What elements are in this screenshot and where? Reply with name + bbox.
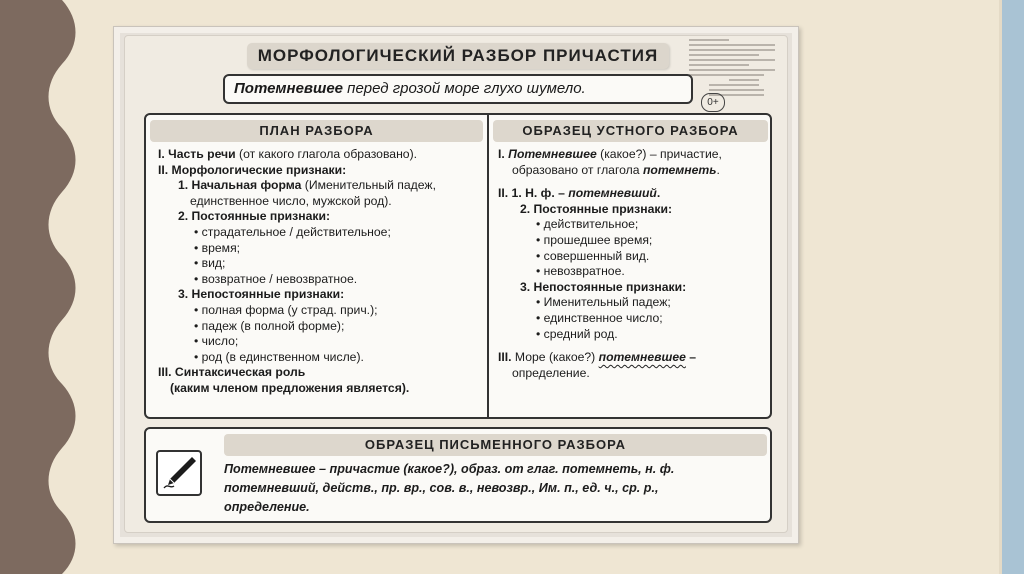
- plan-line: I. Часть речи (от какого глагола образовано).: [158, 147, 418, 161]
- oral-line: образовано от глагола потемнеть.: [512, 162, 720, 177]
- plan-line: 1. Начальная форма (Именительный падеж,: [178, 178, 436, 193]
- oral-line: III. Море (какое?) потемневшее –: [498, 350, 697, 365]
- spacer: [498, 342, 722, 350]
- written-line: Потемневшее – причастие (какое?), образ. от глаг. потемнеть, н. ф.: [224, 462, 675, 476]
- oral-line: • средний род.: [536, 326, 618, 341]
- written-line: определение.: [224, 500, 310, 514]
- plan-line: • падеж (в полной форме);: [194, 318, 345, 333]
- plan-line: 3. Непостоянные признаки:: [178, 287, 345, 302]
- sentence-participle: Потемневшее: [234, 80, 344, 97]
- plan-line: • вид;: [194, 256, 226, 271]
- oral-line: • невозвратное.: [536, 264, 625, 279]
- oral-line: • Именительный падеж;: [536, 295, 671, 310]
- oral-line: определение.: [512, 365, 590, 380]
- oral-line: II. 1. Н. ф. – потемневший.: [498, 186, 661, 201]
- plan-line: • страдательное / действительное;: [194, 224, 391, 239]
- right-blue-band: [1002, 0, 1024, 574]
- plan-line: • род (в единственном числе).: [194, 349, 364, 364]
- sentence-rest: перед грозой море глухо шумело.: [343, 80, 586, 97]
- imprint-text: [689, 39, 775, 99]
- column-divider: [487, 115, 489, 417]
- written-line: потемневший, действ., пр. вр., сов. в., невозвр., Им. п., ед. ч., ср. р.,: [224, 481, 659, 495]
- oral-line: I. Потемневшее (какое?) – причастие,: [498, 147, 722, 161]
- spacer: [498, 178, 722, 186]
- plan-line: • полная форма (у страд. прич.);: [194, 302, 378, 317]
- plan-list: [158, 147, 436, 397]
- plan-line: (каким членом предложения является).: [170, 380, 410, 395]
- plan-line: единственное число, мужской род).: [190, 193, 392, 208]
- plan-line: II. Морфологические признаки:: [158, 162, 347, 177]
- wavy-side-band: [0, 0, 110, 574]
- example-sentence: [223, 74, 693, 104]
- analysis-panel: [144, 113, 772, 419]
- age-rating-badge: 0+: [701, 93, 725, 112]
- plan-line: 2. Постоянные признаки:: [178, 209, 331, 224]
- oral-line: 3. Непостоянные признаки:: [520, 279, 687, 294]
- plan-line: • возвратное / невозвратное.: [194, 271, 358, 286]
- poster-title: МОРФОЛОГИЧЕСКИЙ РАЗБОР ПРИЧАСТИЯ: [247, 43, 669, 69]
- oral-line: • единственное число;: [536, 310, 663, 325]
- oral-heading: ОБРАЗЕЦ УСТНОГО РАЗБОРА: [493, 120, 768, 142]
- oral-line: 2. Постоянные признаки:: [520, 201, 673, 216]
- poster-board: [113, 26, 799, 544]
- oral-line: • совершенный вид.: [536, 248, 650, 263]
- written-panel: [144, 427, 772, 523]
- plan-line: • число;: [194, 334, 239, 349]
- plan-heading: ПЛАН РАЗБОРА: [150, 120, 483, 142]
- oral-line: • прошедшее время;: [536, 232, 653, 247]
- plan-line: III. Синтаксическая роль: [158, 365, 306, 380]
- plan-line: • время;: [194, 240, 241, 255]
- pen-icon: [156, 450, 202, 496]
- oral-list: [498, 147, 722, 381]
- written-heading: ОБРАЗЕЦ ПИСЬМЕННОГО РАЗБОРА: [224, 434, 767, 456]
- oral-line: • действительное;: [536, 217, 639, 232]
- written-analysis: [224, 460, 764, 517]
